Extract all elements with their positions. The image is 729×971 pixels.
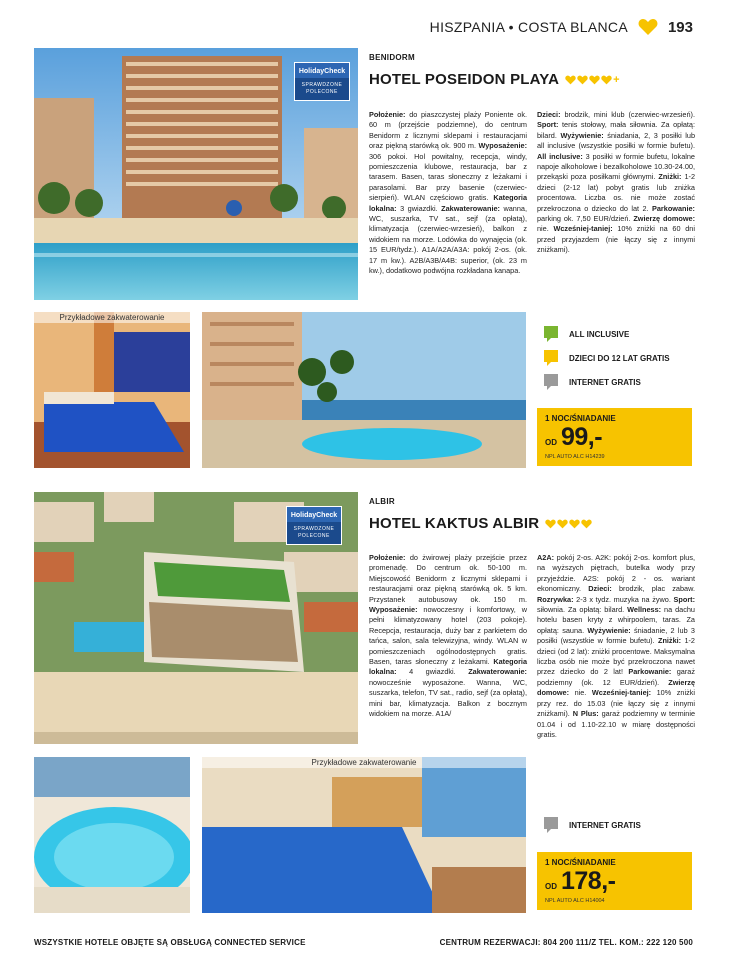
field-text: śniadania, 2, 3 posiłki lub all inclusive (wszystkie posiłki w formie bufetu).	[537, 130, 696, 151]
holidaycheck-badge-2: HolidayCheck SPRAWDZONE POLECONE	[286, 506, 342, 545]
hotel2-price-code: NPL AUTO ALC H14004	[545, 898, 605, 904]
hotel2-price-box	[537, 852, 692, 910]
field-label: Kategoria lokalna:	[369, 657, 527, 677]
hotel2-room-photo-label: Przykładowe zakwaterowanie	[202, 757, 526, 768]
hotel2-spa-photo	[34, 757, 190, 913]
holidaycheck-badge: HolidayCheck SPRAWDZONE POLECONE	[294, 62, 350, 101]
field-text: 4 gwiazdki.	[396, 667, 456, 677]
field-text: 306 pokoi. Hol powitalny, recepcja, windy, pomieszczenia klubowe, restauracja, bar z tarasem. Basen, taras słoneczny z leżakami i parasolami. Bar przy basenie (czerwiec-sierpień). WLAN częściowo gratis.	[369, 151, 527, 203]
field-label: Wcześniej-taniej:	[553, 224, 613, 234]
feature-label: INTERNET GRATIS	[569, 820, 641, 830]
field-text: śniadanie, 2 lub 3 posiłki (wszystkie w formie bufetu).	[537, 625, 695, 646]
field-text: 3 gwiazdki.	[396, 203, 438, 213]
field-text: 10% zniżki przy rez. do 15.03 (nie łączy się z innymi zniżkami).	[537, 688, 696, 719]
footer-right: CENTRUM REZERWACJI: 804 200 111/Z TEL. KOM.: 222 120 500	[439, 938, 693, 947]
feature-label: ALL INCLUSIVE	[569, 329, 630, 339]
field-label: Położenie:	[369, 110, 406, 119]
heart-icon	[638, 18, 658, 36]
rating-plus: +	[613, 73, 620, 86]
field-text: nowocześnie wyposażone. Wanna, WC, suszarka, telefon, TV sat., radio, sejf (za opłatą), mini bar, klimatyzacja. Balkon z bocznym widokiem na morze. A1A/	[369, 677, 527, 719]
feature-tag-icon	[543, 325, 559, 343]
hotel2-description-col1	[369, 553, 527, 720]
field-label: Wellness:	[627, 605, 662, 615]
rating-heart-icon	[601, 75, 612, 85]
hotel2-name: HOTEL KAKTUS ALBIR	[369, 515, 540, 532]
hotel2-price-title: 1 NOC/ŚNIADANIE	[545, 858, 616, 867]
field-label: Rozrywka:	[537, 594, 574, 604]
feature-item	[543, 325, 629, 343]
field-text: 3 posiłki w formie bufetu, lokalne napoje alkoholowe i bezalkoholowe 10.30-24.00, przekąski poza posiłkami głównymi.	[537, 151, 695, 182]
hotel2-price-amount: 178,-	[561, 867, 616, 895]
field-text: wanna, WC, suszarka, TV sat., sejf (za opłatą), klimatyzacja (czerwiec-wrzesień), balkon z widokiem na morze. Lodówka do wynajęcia (ok. 15 EUR/tydz.). A1A/A2A/A3A: pokój 2-os. (ok. 17 m kw.). A2B/A3B/A4B: superior, (ok. 23 m kw.), dodatkowo podwójna rozkładana kanapa.	[369, 203, 527, 276]
field-label: Parkowanie:	[652, 203, 695, 213]
field-label: Sport:	[673, 594, 696, 604]
field-text: brodzik, plac zabaw.	[611, 584, 695, 594]
field-text: 1-2 dzieci (2-12 lat) pobyt gratis lub zniżka procentowa. Liczba os. nie może zostać przekroczona o dziecko do lat 2.	[537, 172, 695, 213]
field-text: brodzik, mini klub (czerwiec-wrzesień).	[560, 110, 695, 119]
page-footer	[34, 938, 693, 947]
page-header	[430, 18, 693, 36]
feature-tag-icon	[543, 373, 559, 391]
hotel1-room-photo-label: Przykładowe zakwaterowanie	[34, 312, 190, 323]
field-text: nie.	[569, 688, 587, 698]
field-label: Wyżywienie:	[560, 130, 604, 140]
field-label: Dzieci:	[588, 584, 612, 594]
field-label: Wyposażenie:	[369, 605, 418, 615]
field-text: na dachu hotelu basen kryty z whirpoolem, taras. Za opłatą: sauna.	[537, 605, 695, 635]
footer-left: WSZYSTKIE HOTELE OBJĘTE SĄ OBSŁUGĄ CONNECTED SERVICE	[34, 938, 306, 947]
feature-label: INTERNET GRATIS	[569, 377, 641, 387]
field-label: Zniżki:	[658, 172, 682, 182]
hotel1-title	[369, 71, 620, 88]
hotel1-price-code: NPL AUTO ALC H14239	[545, 454, 605, 460]
field-label: N Plus:	[572, 709, 599, 719]
field-label: Zwierzę domowe:	[537, 677, 696, 698]
hotel2-location: ALBIR	[369, 497, 395, 506]
field-label: A2A:	[537, 553, 555, 562]
hotel1-main-photo	[34, 48, 358, 300]
hotel2-main-photo	[34, 492, 358, 744]
hotel1-price-title: 1 NOC/ŚNIADANIE	[545, 414, 616, 423]
rating-heart-icon	[581, 519, 592, 529]
rating-heart-icon	[589, 75, 600, 85]
hotel2-rating	[545, 519, 592, 529]
feature-label: DZIECI DO 12 LAT GRATIS	[569, 353, 670, 363]
field-label: Zniżki:	[657, 636, 682, 646]
rating-heart-icon	[565, 75, 576, 85]
feature-item	[543, 373, 641, 391]
rating-heart-icon	[577, 75, 588, 85]
hotel1-price-amount: 99,-	[561, 423, 603, 451]
feature-item	[543, 816, 641, 834]
field-label: Dzieci:	[537, 110, 561, 119]
field-label: Wcześniej-taniej:	[591, 688, 652, 698]
rating-heart-icon	[557, 519, 568, 529]
hotel2-description-col2	[537, 553, 695, 740]
feature-item	[543, 349, 670, 367]
hotel1-price-from: OD	[545, 438, 557, 447]
field-label: Kategoria lokalna:	[369, 193, 527, 213]
feature-tag-icon	[543, 816, 559, 834]
field-text: tenis stołowy, mała siłownia. Za opłatą: bilard.	[537, 120, 695, 140]
field-label: Sport:	[537, 120, 559, 130]
hotel1-description-col2	[537, 110, 695, 256]
field-text: siłownia. Za opłatą: bilard.	[537, 605, 625, 615]
region-title: HISZPANIA • COSTA BLANCA	[429, 19, 628, 35]
hotel1-location: BENIDORM	[369, 53, 415, 62]
field-label: Wyposażenie:	[478, 141, 528, 151]
field-text: do żwirowej plaży przejście przez promenadę. Do centrum ok. 50-100 m. Miejscowość Benidorm z licznymi sklepami i restauracjami oraz piękną starówką ok. 5 km. Przystanek autobusowy ok. 150 m.	[369, 553, 527, 604]
rating-heart-icon	[545, 519, 556, 529]
field-text: nie.	[537, 224, 549, 234]
field-text: garaż podziemny (ok. 12 EUR/dzień).	[537, 667, 696, 687]
hotel2-title	[369, 515, 592, 532]
hotel1-rating	[565, 74, 619, 86]
hotel1-price-box	[537, 408, 692, 466]
field-text: garaż podziemny w terminie 01.04 i od 1.10-22.10 w miarę dostępności gratis.	[537, 709, 696, 739]
field-label: Parkowanie:	[628, 667, 672, 677]
field-text: 10% zniżki na 60 dni przed przyjazdem (nie łączy się z innymi zniżkami).	[537, 224, 695, 255]
field-label: Zakwaterowanie:	[441, 203, 500, 213]
field-text: nowoczesny i komfortowy, w pełni klimatyzowany hotel (203 pokoje). Recepcja, restauracja, duży bar z parkietem do tańca, salon, sala telewizyjna, windy. WLAN w pomieszczeniach ogólnodostępnych gratis. Basen, taras słoneczny z leżakami.	[369, 605, 527, 667]
field-label: Położenie:	[369, 553, 406, 562]
field-text: do piaszczystej plaży Poniente ok. 60 m (przejście podziemne), do centrum Benidorm z licznymi sklepami i restauracjami oraz piękną starówką ok. 900 m.	[369, 110, 527, 151]
hotel1-description-col1	[369, 110, 527, 277]
hotel1-pool-photo	[202, 312, 526, 468]
field-label: Zakwaterowanie:	[468, 667, 527, 677]
field-text: pokój 2-os. A2K: pokój 2-os. komfort plus, na wyższych piętrach, butelka wody przy przyjeździe. A2S: pokój 2 - os. wariant ekonomiczny.	[537, 553, 695, 594]
hotel1-room-photo	[34, 312, 190, 468]
feature-tag-icon	[543, 349, 559, 367]
hotel1-name: HOTEL POSEIDON PLAYA	[369, 71, 560, 88]
field-text: 1-2 dzieci (od 2 lat): zniżki procentowe. Maksymalna liczba osób nie może być przekroczona nawet przez dziecko do 2 lat!	[537, 636, 695, 677]
field-label: Wyżywienie:	[587, 625, 631, 635]
field-label: All inclusive:	[537, 151, 583, 161]
field-text: 2-3 x tydz. muzyka na żywo.	[573, 594, 671, 604]
page-number: 193	[667, 18, 693, 36]
hotel2-room-photo	[202, 757, 526, 913]
field-text: parking ok. 7,50 EUR/dzień.	[537, 214, 631, 224]
hotel2-price-from: OD	[545, 882, 557, 891]
rating-heart-icon	[569, 519, 580, 529]
field-label: Zwierzę domowe:	[633, 214, 696, 224]
